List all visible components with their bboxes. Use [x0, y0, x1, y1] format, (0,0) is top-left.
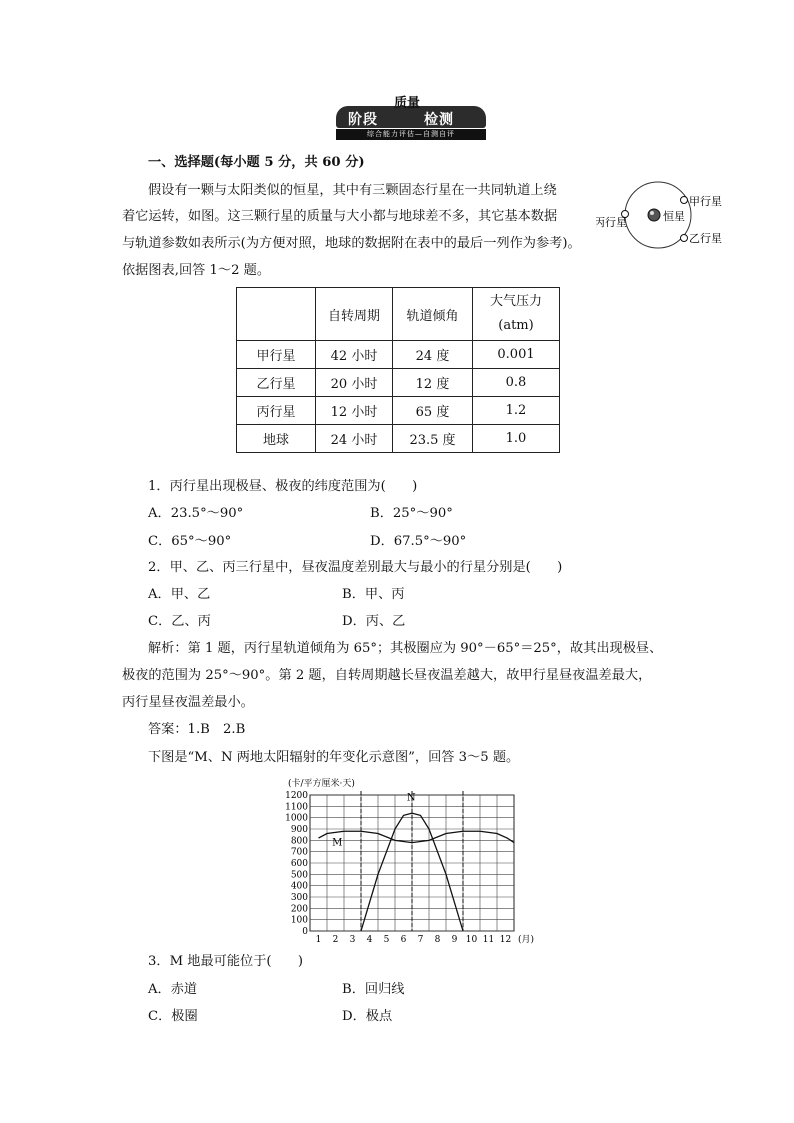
table-header-cell: 轨道倾角: [393, 288, 473, 341]
chart-y-tick-label: 600: [290, 859, 308, 869]
table-header-cell: [473, 288, 560, 341]
chart-y-tick-label: 0: [302, 927, 308, 937]
chart-x-tick-label: 6: [400, 935, 407, 945]
section-banner: [336, 96, 486, 140]
chart-x-tick-label: 7: [417, 935, 424, 945]
table-header-pressure: 大气压力: [489, 294, 542, 309]
chart-x-tick-label: 4: [366, 935, 373, 945]
chart-x-tick-label: 11: [482, 935, 495, 945]
orbit-diagram: [596, 180, 726, 250]
table-cell: 12 度: [393, 369, 473, 397]
chart-y-tick-label: 200: [290, 904, 308, 915]
section-title: 一、选择题(每小题 5 分，共 60 分): [148, 155, 365, 170]
table-header-cell: 自转周期: [316, 288, 393, 341]
chart-y-tick-label: 1200: [285, 791, 308, 801]
table-header-row: [237, 288, 560, 341]
banner-right-text: 检测: [424, 112, 454, 128]
intro-line: 与轨道参数如表所示(为方便对照，地球的数据附在表中的最后一列作为参考)。: [122, 236, 581, 251]
chart-x-unit: (月): [518, 935, 535, 945]
question-3-option-d[interactable]: D．极点: [342, 1009, 393, 1024]
chart-y-tick-label: 300: [290, 893, 308, 903]
table-cell: 地球: [237, 425, 316, 453]
chart-y-tick-label: 1100: [285, 802, 308, 813]
question-2-stem: 2．甲、乙、丙三行星中，昼夜温度差别最大与最小的行星分别是( ): [148, 560, 563, 575]
chart-marks: [319, 791, 515, 931]
table-cell: 0.001: [473, 341, 560, 369]
planet-data-table: [236, 287, 560, 453]
table-cell: 1.0: [473, 425, 560, 453]
table-cell: 丙行星: [237, 397, 316, 425]
table-row: [237, 397, 560, 425]
chart-series-label-n: N: [406, 792, 416, 804]
chart-series-line-m: [319, 831, 515, 842]
table-row: [237, 425, 560, 453]
table-cell: 24 度: [393, 341, 473, 369]
planet-a-icon: [681, 197, 688, 204]
planet-c-label: 丙行星: [596, 216, 627, 229]
chart-x-tick-label: 3: [349, 935, 356, 945]
table-cell: 23.5 度: [393, 425, 473, 453]
table-header-unit: (atm): [498, 318, 534, 333]
chart-y-tick-label: 400: [290, 881, 308, 892]
table-header-cell: [237, 288, 316, 341]
table-cell: 42 小时: [316, 341, 393, 369]
chart-series-label-m: M: [332, 837, 343, 849]
banner-subtitle: 综合能力评估—自测自评: [336, 129, 486, 140]
question-1-option-b[interactable]: B．25°～90°: [370, 506, 453, 521]
question-1-option-a[interactable]: A．23.5°～90°: [148, 506, 244, 521]
banner-top-text: 质量: [393, 96, 420, 111]
question-1-stem: 1．丙行星出现极昼、极夜的纬度范围为( ): [148, 479, 418, 494]
question-1-option-d[interactable]: D．67.5°～90°: [370, 534, 467, 549]
analysis-line: 丙行星昼夜温差最小。: [122, 695, 254, 710]
answer-text: 答案：1.B 2.B: [148, 722, 246, 737]
question-2-option-d[interactable]: D．丙、乙: [342, 614, 406, 629]
table-cell: 0.8: [473, 369, 560, 397]
chart-y-tick-label: 700: [290, 847, 308, 858]
chart-x-tick-label: 2: [332, 935, 339, 945]
chart-y-tick-label: 500: [290, 870, 308, 881]
question-2-option-b[interactable]: B．甲、丙: [342, 587, 405, 602]
chart-y-tick-label: 900: [290, 825, 308, 835]
question-3-option-b[interactable]: B．回归线: [342, 982, 405, 997]
chart-x-tick-label: 12: [499, 935, 512, 945]
chart-y-unit: (卡/平方厘米·天): [288, 779, 355, 789]
chart-x-tick-label: 9: [451, 935, 458, 945]
chart-x-tick-label: 1: [315, 935, 322, 945]
star-label: 恒星: [663, 210, 685, 223]
analysis-line: 极夜的范围为 25°～90°。第 2 题，自转周期越长昼夜温差越大，故甲行星昼夜温差最大，: [122, 668, 652, 683]
question-3-option-a[interactable]: A．赤道: [148, 982, 198, 997]
chart-x-tick-label: 5: [383, 935, 390, 945]
star-highlight: [650, 211, 654, 215]
chart-x-tick-label: 8: [434, 935, 441, 945]
chart-svg: [268, 775, 548, 945]
intro-line: 依据图表,回答 1～2 题。: [122, 263, 271, 278]
table-cell: 20 小时: [316, 369, 393, 397]
chart-y-tick-label: 800: [290, 836, 308, 847]
analysis-line: 解析：第 1 题，丙行星轨道倾角为 65°；其极圈应为 90°－65°＝25°，故其出现极昼、: [148, 641, 663, 656]
question-3-stem: 3．M 地最可能位于( ): [148, 954, 304, 969]
star-icon: [648, 209, 660, 221]
planet-a-label: 甲行星: [689, 195, 722, 208]
intro-line: 着它运转，如图。这三颗行星的质量与大小都与地球差不多，其它基本数据: [122, 209, 558, 224]
question-2-option-a[interactable]: A．甲、乙: [148, 587, 211, 602]
table-cell: 65 度: [393, 397, 473, 425]
table-row: [237, 369, 560, 397]
question-3-option-c[interactable]: C．极圈: [148, 1009, 198, 1024]
table-cell: 24 小时: [316, 425, 393, 453]
banner-left-text: 阶段: [348, 112, 378, 128]
chart-y-tick-label: 100: [290, 915, 308, 926]
table-cell: 甲行星: [237, 341, 316, 369]
table-cell: 乙行星: [237, 369, 316, 397]
planet-b-icon: [681, 235, 688, 242]
question-1-option-c[interactable]: C．65°～90°: [148, 534, 232, 549]
table-row: [237, 341, 560, 369]
radiation-chart: [268, 775, 548, 945]
table-cell: 12 小时: [316, 397, 393, 425]
orbit-svg: [596, 180, 726, 250]
table-cell: 1.2: [473, 397, 560, 425]
chart-y-tick-label: 1000: [285, 813, 308, 824]
planet-b-label: 乙行星: [689, 232, 722, 245]
chart-grid: [285, 791, 514, 945]
intro-line: 假设有一颗与太阳类似的恒星，其中有三颗固态行星在一共同轨道上绕: [148, 183, 557, 198]
question-2-option-c[interactable]: C．乙、丙: [148, 614, 211, 629]
chart-intro: 下图是“M、N 两地太阳辐射的年变化示意图”，回答 3～5 题。: [148, 750, 520, 765]
chart-x-tick-label: 10: [465, 935, 478, 945]
